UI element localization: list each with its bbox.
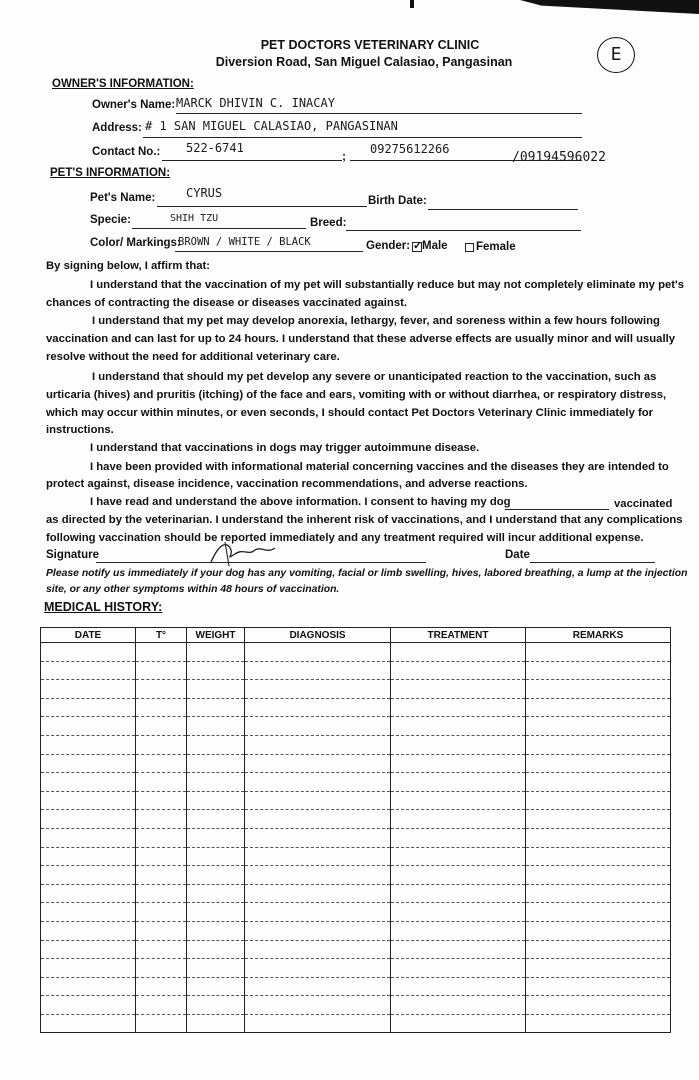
table-cell[interactable] xyxy=(187,810,245,829)
table-cell[interactable] xyxy=(187,828,245,847)
consent-line-1: I understand that the vaccination of my pet will substantially reduce but may not completely eliminate my pet's xyxy=(90,279,685,291)
scan-edge-mark xyxy=(520,0,699,14)
table-cell[interactable] xyxy=(187,866,245,885)
table-cell[interactable] xyxy=(41,791,136,810)
table-cell[interactable] xyxy=(526,921,671,940)
table-cell[interactable] xyxy=(136,735,187,754)
table-cell[interactable] xyxy=(391,773,526,792)
table-cell[interactable] xyxy=(391,921,526,940)
table-cell[interactable] xyxy=(136,661,187,680)
table-cell[interactable] xyxy=(187,1014,245,1033)
table-row xyxy=(41,661,671,680)
table-cell[interactable] xyxy=(41,810,136,829)
table-cell[interactable] xyxy=(136,810,187,829)
pet-name-value[interactable]: CYRUS xyxy=(186,186,223,200)
table-cell[interactable] xyxy=(391,940,526,959)
table-cell[interactable] xyxy=(526,959,671,978)
table-cell[interactable] xyxy=(187,661,245,680)
circled-mark: E xyxy=(597,37,635,73)
table-cell[interactable] xyxy=(245,680,391,699)
table-cell[interactable] xyxy=(526,903,671,922)
table-row xyxy=(41,903,671,922)
table-cell[interactable] xyxy=(41,828,136,847)
clinic-name: PET DOCTORS VETERINARY CLINIC xyxy=(260,38,480,52)
consent-line-13: I have read and understand the above information. I consent to having my dog xyxy=(90,496,511,508)
table-row xyxy=(41,921,671,940)
table-cell[interactable] xyxy=(526,884,671,903)
table-cell[interactable] xyxy=(136,959,187,978)
table-cell[interactable] xyxy=(526,866,671,885)
table-cell[interactable] xyxy=(187,643,245,662)
table-cell[interactable] xyxy=(391,828,526,847)
table-cell[interactable] xyxy=(526,791,671,810)
consent-line-8: which may occur within minutes, or even seconds, I should contact Pet Doctors Veterinary Clinic immediately for xyxy=(46,407,654,419)
col-treatment: TREATMENT xyxy=(391,628,526,643)
table-row xyxy=(41,810,671,829)
contact-label: Contact No.: xyxy=(92,146,161,158)
table-cell[interactable] xyxy=(136,866,187,885)
date-line xyxy=(530,562,655,563)
table-row xyxy=(41,773,671,792)
table-cell[interactable] xyxy=(187,680,245,699)
table-row xyxy=(41,717,671,736)
table-cell[interactable] xyxy=(526,940,671,959)
consent-line-7: urticaria (hives) and pruritis (itching) of the face and ears, vomiting with or without diarrhea, or respiratory distress, xyxy=(46,389,667,401)
table-cell[interactable] xyxy=(136,643,187,662)
table-cell[interactable] xyxy=(136,680,187,699)
table-cell[interactable] xyxy=(41,680,136,699)
consent-line-15: following vaccination should be reported immediately and any treatment required will incur additional expense. xyxy=(46,532,644,544)
birth-date-label: Birth Date: xyxy=(368,195,427,207)
table-cell[interactable] xyxy=(136,717,187,736)
consent-line-3: I understand that my pet may develop anorexia, lethargy, fever, and soreness within a few hours following xyxy=(92,315,660,327)
table-cell[interactable] xyxy=(245,977,391,996)
table-cell[interactable] xyxy=(526,828,671,847)
specie-label: Specie: xyxy=(90,214,131,226)
table-cell[interactable] xyxy=(391,698,526,717)
table-cell[interactable] xyxy=(526,996,671,1015)
table-cell[interactable] xyxy=(391,791,526,810)
address-line xyxy=(143,137,582,138)
table-cell[interactable] xyxy=(391,847,526,866)
table-cell[interactable] xyxy=(187,903,245,922)
contact-line-1 xyxy=(162,160,342,161)
table-row xyxy=(41,996,671,1015)
table-cell[interactable] xyxy=(391,866,526,885)
table-cell[interactable] xyxy=(187,996,245,1015)
table-cell[interactable] xyxy=(391,1014,526,1033)
table-cell[interactable] xyxy=(526,977,671,996)
table-cell[interactable] xyxy=(41,643,136,662)
table-row xyxy=(41,866,671,885)
table-row xyxy=(41,847,671,866)
table-cell[interactable] xyxy=(41,959,136,978)
table-cell[interactable] xyxy=(187,977,245,996)
table-cell[interactable] xyxy=(136,996,187,1015)
consent-line-12: protect against, disease incidence, vaccination recommendations, and adverse reactions. xyxy=(46,478,528,490)
table-row xyxy=(41,1014,671,1033)
clinic-address: Diversion Road, San Miguel Calasiao, Pangasinan xyxy=(215,55,513,69)
date-label: Date xyxy=(505,549,530,561)
table-cell[interactable] xyxy=(245,884,391,903)
signature-label: Signature xyxy=(46,549,100,561)
table-header-row xyxy=(41,628,671,643)
table-cell[interactable] xyxy=(245,921,391,940)
table-cell[interactable] xyxy=(526,735,671,754)
owner-name-value[interactable]: MARCK DHIVIN C. INACAY xyxy=(176,96,335,110)
female-checkbox[interactable] xyxy=(465,243,474,252)
consent-line-9: instructions. xyxy=(46,424,114,436)
table-cell[interactable] xyxy=(187,921,245,940)
table-cell[interactable] xyxy=(391,884,526,903)
table-cell[interactable] xyxy=(187,847,245,866)
table-cell[interactable] xyxy=(245,866,391,885)
consent-line-14: as directed by the veterinarian. I understand the inherent risk of vaccinations, and I understand that any complications xyxy=(46,514,683,526)
table-cell[interactable] xyxy=(187,959,245,978)
table-cell[interactable] xyxy=(187,773,245,792)
col-remarks: REMARKS xyxy=(526,628,671,643)
specie-value[interactable]: SHIH TZU xyxy=(170,213,219,224)
table-cell[interactable] xyxy=(136,921,187,940)
table-cell[interactable] xyxy=(136,754,187,773)
pet-name-label: Pet's Name: xyxy=(90,192,156,204)
table-cell[interactable] xyxy=(245,754,391,773)
table-cell[interactable] xyxy=(136,828,187,847)
breed-label: Breed: xyxy=(310,217,347,229)
medical-history-table xyxy=(40,627,671,1033)
table-cell[interactable] xyxy=(526,643,671,662)
birth-date-line xyxy=(428,209,578,210)
table-cell[interactable] xyxy=(391,680,526,699)
table-cell[interactable] xyxy=(187,698,245,717)
scan-edge-mark-small xyxy=(410,0,414,8)
specie-line xyxy=(132,228,306,229)
table-cell[interactable] xyxy=(41,866,136,885)
table-cell[interactable] xyxy=(41,884,136,903)
table-row xyxy=(41,680,671,699)
table-cell[interactable] xyxy=(245,828,391,847)
col-diagnosis: DIAGNOSIS xyxy=(245,628,391,643)
table-cell[interactable] xyxy=(526,754,671,773)
table-cell[interactable] xyxy=(391,735,526,754)
notice-line-1: Please notify us immediately if your dog has any vomiting, facial or limb swelling, hives, labored breathing, a lump at the injection xyxy=(46,568,688,579)
table-cell[interactable] xyxy=(245,940,391,959)
table-cell[interactable] xyxy=(526,810,671,829)
table-cell[interactable] xyxy=(391,810,526,829)
table-cell[interactable] xyxy=(391,959,526,978)
table-cell[interactable] xyxy=(245,1014,391,1033)
table-row xyxy=(41,940,671,959)
table-row xyxy=(41,884,671,903)
table-cell[interactable] xyxy=(136,698,187,717)
table-cell[interactable] xyxy=(41,661,136,680)
table-cell[interactable] xyxy=(41,940,136,959)
table-cell[interactable] xyxy=(526,1014,671,1033)
table-cell[interactable] xyxy=(245,810,391,829)
table-cell[interactable] xyxy=(391,661,526,680)
table-cell[interactable] xyxy=(187,791,245,810)
table-cell[interactable] xyxy=(526,847,671,866)
table-row xyxy=(41,959,671,978)
table-row xyxy=(41,754,671,773)
table-cell[interactable] xyxy=(41,847,136,866)
table-cell[interactable] xyxy=(526,698,671,717)
consent-line-6: I understand that should my pet develop any severe or unanticipated reaction to the vaccination, such as xyxy=(92,371,657,383)
notice-line-2: site, or any other symptoms within 48 hours of vaccination. xyxy=(46,584,340,595)
table-cell[interactable] xyxy=(187,717,245,736)
table-cell[interactable] xyxy=(391,903,526,922)
table-cell[interactable] xyxy=(526,661,671,680)
table-cell[interactable] xyxy=(136,847,187,866)
table-cell[interactable] xyxy=(245,661,391,680)
consent-line-5: resolve without the need for additional veterinary care. xyxy=(46,351,340,363)
consent-line-4: vaccination and can last for up to 24 hours. I understand that these adverse effects are usually minor and will usually xyxy=(46,333,676,345)
signature-scribble[interactable] xyxy=(205,536,285,568)
gender-label: Gender: xyxy=(366,240,411,252)
table-cell[interactable] xyxy=(187,735,245,754)
table-cell[interactable] xyxy=(391,754,526,773)
table-cell[interactable] xyxy=(391,643,526,662)
consent-line-10: I understand that vaccinations in dogs may trigger autoimmune disease. xyxy=(90,442,480,454)
table-row xyxy=(41,977,671,996)
col-date: DATE xyxy=(41,628,136,643)
table-cell[interactable] xyxy=(187,940,245,959)
table-row xyxy=(41,828,671,847)
table-cell[interactable] xyxy=(187,884,245,903)
table-cell[interactable] xyxy=(391,977,526,996)
table-cell[interactable] xyxy=(245,698,391,717)
table-cell[interactable] xyxy=(41,773,136,792)
color-value[interactable]: BROWN / WHITE / BLACK xyxy=(178,236,311,248)
consent-line-11: I have been provided with informational material concerning vaccines and the diseases they are intended to xyxy=(90,461,669,473)
table-cell[interactable] xyxy=(526,717,671,736)
table-cell[interactable] xyxy=(41,921,136,940)
table-cell[interactable] xyxy=(136,791,187,810)
male-checkbox[interactable]: ✓ xyxy=(413,240,423,252)
table-cell[interactable] xyxy=(41,996,136,1015)
table-cell[interactable] xyxy=(187,754,245,773)
consent-intro: By signing below, I affirm that: xyxy=(46,260,211,272)
col-temperature: T° xyxy=(136,628,187,643)
table-cell[interactable] xyxy=(41,735,136,754)
table-cell[interactable] xyxy=(136,773,187,792)
table-cell[interactable] xyxy=(41,698,136,717)
table-cell[interactable] xyxy=(245,791,391,810)
table-cell[interactable] xyxy=(391,996,526,1015)
table-cell[interactable] xyxy=(245,996,391,1015)
pet-name-line xyxy=(157,206,367,207)
table-cell[interactable] xyxy=(136,940,187,959)
owner-section-title: OWNER'S INFORMATION: xyxy=(52,78,194,90)
table-cell[interactable] xyxy=(136,903,187,922)
table-cell[interactable] xyxy=(245,959,391,978)
consent-line-13-end: vaccinated xyxy=(614,498,673,510)
female-label: Female xyxy=(476,241,516,253)
owner-name-label: Owner's Name: xyxy=(92,99,176,111)
table-cell[interactable] xyxy=(245,773,391,792)
table-cell[interactable] xyxy=(136,884,187,903)
color-label: Color/ Markings: xyxy=(90,237,181,249)
dog-name-line xyxy=(505,509,609,510)
table-cell[interactable] xyxy=(526,680,671,699)
table-row xyxy=(41,791,671,810)
table-cell[interactable] xyxy=(41,1014,136,1033)
col-weight: WEIGHT xyxy=(187,628,245,643)
owner-name-line xyxy=(176,113,582,114)
table-cell[interactable] xyxy=(41,717,136,736)
table-cell[interactable] xyxy=(136,1014,187,1033)
table-cell[interactable] xyxy=(245,903,391,922)
table-cell[interactable] xyxy=(245,735,391,754)
address-value[interactable]: # 1 SAN MIGUEL CALASIAO, PANGASINAN xyxy=(145,119,398,133)
table-row xyxy=(41,698,671,717)
table-cell[interactable] xyxy=(41,754,136,773)
table-row xyxy=(41,735,671,754)
table-row xyxy=(41,643,671,662)
table-cell[interactable] xyxy=(245,847,391,866)
table-cell[interactable] xyxy=(41,903,136,922)
table-cell[interactable] xyxy=(391,717,526,736)
table-cell[interactable] xyxy=(136,977,187,996)
contact-landline[interactable]: 522-6741 xyxy=(186,141,244,155)
medical-history-title: MEDICAL HISTORY: xyxy=(44,600,163,614)
breed-line xyxy=(346,230,581,231)
address-label: Address: xyxy=(92,122,142,134)
table-cell[interactable] xyxy=(245,717,391,736)
contact-mobile-2[interactable]: /09194596022 xyxy=(512,150,606,165)
table-cell[interactable] xyxy=(526,773,671,792)
table-cell[interactable] xyxy=(41,977,136,996)
contact-mobile-1[interactable]: 09275612266 xyxy=(370,142,450,156)
table-cell[interactable] xyxy=(245,643,391,662)
pet-section-title: PET'S INFORMATION: xyxy=(50,167,171,179)
male-label: Male xyxy=(422,240,448,252)
contact-separator: ; xyxy=(342,149,346,163)
consent-line-2: chances of contracting the disease or diseases vaccinated against. xyxy=(46,297,408,309)
color-line xyxy=(175,251,363,252)
